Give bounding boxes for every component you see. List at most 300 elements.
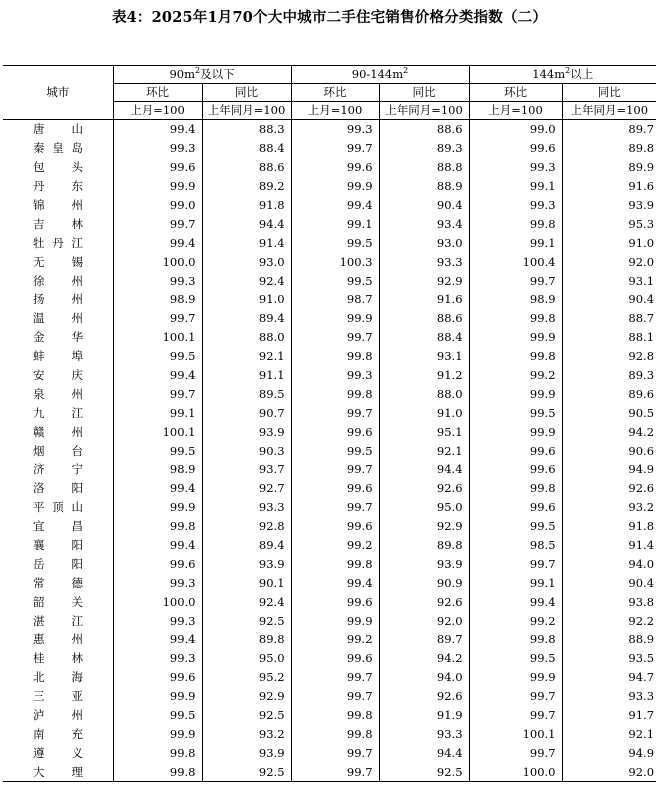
value-cell-large-yoy: 90.6 bbox=[628, 443, 655, 458]
city-cell bbox=[3, 668, 113, 687]
value-cell-small-yoy: 90.7 bbox=[202, 403, 291, 422]
table-row bbox=[3, 649, 656, 668]
value-cell-small-yoy: 89.4 bbox=[202, 309, 291, 328]
city-name: 韶关 bbox=[33, 594, 83, 609]
value-cell-large-yoy: 91.4 bbox=[628, 538, 655, 553]
value-cell-medium-yoy: 92.6 bbox=[379, 592, 469, 611]
value-cell-small-mom: 99.9 bbox=[113, 177, 202, 196]
value-cell-medium-mom: 99.6 bbox=[291, 422, 379, 441]
value-cell-medium-mom: 99.6 bbox=[291, 649, 379, 668]
table-row bbox=[3, 573, 656, 592]
value-cell-large-yoy: 89.3 bbox=[628, 368, 655, 383]
value-cell-medium-yoy: 88.9 bbox=[379, 177, 469, 196]
table-row bbox=[3, 687, 656, 706]
value-cell-medium-mom: 99.5 bbox=[291, 441, 379, 460]
value-cell-small-yoy: 93.9 bbox=[202, 422, 291, 441]
value-cell-small-mom: 99.8 bbox=[113, 762, 202, 781]
value-cell-large-mom: 99.4 bbox=[469, 592, 562, 611]
value-cell-small-yoy: 93.3 bbox=[202, 498, 291, 517]
value-cell-small-yoy: 93.2 bbox=[202, 725, 291, 744]
value-cell-medium-yoy: 88.8 bbox=[379, 158, 469, 177]
value-cell-large-mom: 99.5 bbox=[469, 517, 562, 536]
value-cell-large-yoy: 93.5 bbox=[628, 651, 655, 666]
group-header-small: $90m^2$及以下 bbox=[113, 66, 291, 84]
city-name: 唐山 bbox=[33, 122, 83, 137]
value-cell-large-mom: 99.3 bbox=[469, 196, 562, 215]
value-cell-large-mom: 99.5 bbox=[469, 649, 562, 668]
city-cell bbox=[3, 233, 113, 252]
value-cell-medium-mom: 99.8 bbox=[291, 554, 379, 573]
city-cell bbox=[3, 498, 113, 517]
value-cell-small-mom: 100.0 bbox=[113, 252, 202, 271]
value-cell-medium-yoy: 92.1 bbox=[379, 441, 469, 460]
table-body bbox=[3, 120, 656, 782]
value-cell-medium-mom: 99.3 bbox=[291, 366, 379, 385]
city-cell bbox=[3, 177, 113, 196]
value-cell-medium-mom: 99.7 bbox=[291, 139, 379, 158]
value-cell-large-yoy: 93.3 bbox=[628, 689, 655, 704]
value-cell-small-mom: 99.6 bbox=[113, 554, 202, 573]
value-cell-medium-mom: 99.9 bbox=[291, 309, 379, 328]
value-cell-medium-mom: 99.7 bbox=[291, 498, 379, 517]
value-cell-small-mom: 99.7 bbox=[113, 309, 202, 328]
value-cell-medium-mom: 99.5 bbox=[291, 233, 379, 252]
value-cell-medium-yoy: 93.3 bbox=[379, 252, 469, 271]
city-cell bbox=[3, 403, 113, 422]
value-cell-large-mom: 99.5 bbox=[469, 403, 562, 422]
table-row bbox=[3, 139, 656, 158]
value-cell-medium-mom: 99.6 bbox=[291, 517, 379, 536]
mom-header: 环比 bbox=[469, 84, 562, 102]
city-cell bbox=[3, 384, 113, 403]
city-name: 蚌埠 bbox=[33, 349, 83, 364]
value-cell-large-mom: 99.2 bbox=[469, 611, 562, 630]
value-cell-small-mom: 98.9 bbox=[113, 460, 202, 479]
value-cell-large-yoy: 89.6 bbox=[628, 386, 655, 401]
value-cell-medium-mom: 99.6 bbox=[291, 158, 379, 177]
value-cell-medium-yoy: 93.1 bbox=[379, 347, 469, 366]
value-cell-large-mom: 98.5 bbox=[469, 536, 562, 555]
city-cell bbox=[3, 196, 113, 215]
value-cell-large-mom: 99.3 bbox=[469, 158, 562, 177]
city-name: 泸州 bbox=[33, 708, 83, 723]
city-cell bbox=[3, 366, 113, 385]
value-cell-large-mom: 99.1 bbox=[469, 177, 562, 196]
value-cell-small-mom: 99.4 bbox=[113, 366, 202, 385]
city-name: 南充 bbox=[33, 726, 83, 741]
value-cell-large-yoy: 90.4 bbox=[628, 292, 655, 307]
value-cell-small-mom: 99.3 bbox=[113, 271, 202, 290]
value-cell-small-yoy: 92.8 bbox=[202, 517, 291, 536]
table-row bbox=[3, 403, 656, 422]
value-cell-medium-yoy: 89.8 bbox=[379, 536, 469, 555]
city-cell bbox=[3, 687, 113, 706]
value-cell-medium-yoy: 93.0 bbox=[379, 233, 469, 252]
city-cell bbox=[3, 214, 113, 233]
value-cell-large-mom: 99.7 bbox=[469, 271, 562, 290]
city-name: 岳阳 bbox=[33, 556, 83, 571]
table-row bbox=[3, 328, 656, 347]
table-row bbox=[3, 366, 656, 385]
city-name: 三亚 bbox=[33, 689, 83, 704]
value-cell-medium-mom: 99.9 bbox=[291, 177, 379, 196]
table-row bbox=[3, 554, 656, 573]
value-cell-small-mom: 99.0 bbox=[113, 196, 202, 215]
value-cell-large-yoy: 94.9 bbox=[628, 745, 655, 760]
table-row bbox=[3, 309, 656, 328]
value-cell-medium-mom: 99.8 bbox=[291, 384, 379, 403]
mom-base-header: 上月=100 bbox=[113, 102, 202, 120]
value-cell-small-mom: 99.8 bbox=[113, 743, 202, 762]
value-cell-small-mom: 100.1 bbox=[113, 328, 202, 347]
value-cell-large-yoy: 93.1 bbox=[628, 273, 655, 288]
table-row bbox=[3, 706, 656, 725]
value-cell-large-mom: 99.1 bbox=[469, 573, 562, 592]
city-cell bbox=[3, 479, 113, 498]
value-cell-small-mom: 99.1 bbox=[113, 403, 202, 422]
table-row bbox=[3, 347, 656, 366]
city-name: 平顶山 bbox=[33, 500, 83, 515]
table-row bbox=[3, 252, 656, 271]
table-row bbox=[3, 762, 656, 781]
city-cell bbox=[3, 554, 113, 573]
city-name: 无锡 bbox=[33, 254, 83, 269]
city-cell bbox=[3, 422, 113, 441]
value-cell-medium-yoy: 93.9 bbox=[379, 554, 469, 573]
value-cell-small-yoy: 92.5 bbox=[202, 611, 291, 630]
value-cell-medium-yoy: 90.9 bbox=[379, 573, 469, 592]
mom-base-header: 上月=100 bbox=[469, 102, 562, 120]
value-cell-large-mom: 100.1 bbox=[469, 725, 562, 744]
value-cell-medium-mom: 99.4 bbox=[291, 573, 379, 592]
value-cell-small-yoy: 88.4 bbox=[202, 139, 291, 158]
value-cell-medium-yoy: 95.1 bbox=[379, 422, 469, 441]
value-cell-small-yoy: 92.4 bbox=[202, 271, 291, 290]
yoy-header: 同比 bbox=[379, 84, 469, 102]
value-cell-small-yoy: 89.2 bbox=[202, 177, 291, 196]
value-cell-large-yoy: 92.0 bbox=[562, 762, 656, 781]
city-column-header: 城市 bbox=[3, 66, 113, 120]
value-cell-medium-mom: 99.7 bbox=[291, 687, 379, 706]
table-row bbox=[3, 668, 656, 687]
table-row bbox=[3, 498, 656, 517]
value-cell-large-yoy: 90.4 bbox=[628, 575, 655, 590]
value-cell-medium-mom: 99.7 bbox=[291, 668, 379, 687]
city-cell bbox=[3, 158, 113, 177]
value-cell-small-yoy: 88.3 bbox=[202, 120, 291, 139]
value-cell-large-yoy: 88.7 bbox=[628, 311, 655, 326]
city-name: 洛阳 bbox=[33, 481, 83, 496]
value-cell-large-yoy: 92.8 bbox=[628, 349, 655, 364]
city-name: 烟台 bbox=[33, 443, 83, 458]
city-name: 秦皇岛 bbox=[33, 141, 83, 156]
value-cell-small-mom: 99.3 bbox=[113, 649, 202, 668]
value-cell-medium-mom: 99.8 bbox=[291, 347, 379, 366]
city-cell bbox=[3, 290, 113, 309]
value-cell-small-mom: 99.5 bbox=[113, 706, 202, 725]
city-cell bbox=[3, 328, 113, 347]
value-cell-small-mom: 99.8 bbox=[113, 517, 202, 536]
value-cell-medium-mom: 99.9 bbox=[291, 611, 379, 630]
table-row bbox=[3, 214, 656, 233]
city-name: 惠州 bbox=[33, 632, 83, 647]
value-cell-small-yoy: 92.4 bbox=[202, 592, 291, 611]
value-cell-small-yoy: 89.4 bbox=[202, 536, 291, 555]
city-name: 大理 bbox=[33, 764, 83, 779]
city-name: 金华 bbox=[33, 330, 83, 345]
city-name: 赣州 bbox=[33, 424, 83, 439]
yoy-header: 同比 bbox=[202, 84, 291, 102]
value-cell-medium-yoy: 92.9 bbox=[379, 271, 469, 290]
city-name: 包头 bbox=[33, 160, 83, 175]
value-cell-medium-yoy: 90.4 bbox=[379, 196, 469, 215]
city-name: 遵义 bbox=[33, 745, 83, 760]
value-cell-large-mom: 99.7 bbox=[469, 743, 562, 762]
value-cell-small-yoy: 89.5 bbox=[202, 384, 291, 403]
value-cell-medium-mom: 99.7 bbox=[291, 762, 379, 781]
value-cell-small-yoy: 89.8 bbox=[202, 630, 291, 649]
value-cell-large-yoy: 88.1 bbox=[628, 330, 655, 345]
city-name: 吉林 bbox=[33, 216, 83, 231]
value-cell-large-mom: 99.7 bbox=[469, 706, 562, 725]
value-cell-large-yoy: 94.7 bbox=[628, 670, 655, 685]
value-cell-medium-yoy: 94.4 bbox=[379, 743, 469, 762]
value-cell-medium-yoy: 92.0 bbox=[379, 611, 469, 630]
value-cell-small-yoy: 91.8 bbox=[202, 196, 291, 215]
value-cell-medium-mom: 99.2 bbox=[291, 630, 379, 649]
value-cell-small-yoy: 91.0 bbox=[202, 290, 291, 309]
table-row bbox=[3, 422, 656, 441]
city-name: 牡丹江 bbox=[33, 235, 83, 250]
value-cell-large-mom: 99.8 bbox=[469, 479, 562, 498]
value-cell-medium-mom: 99.4 bbox=[291, 196, 379, 215]
table-row bbox=[3, 177, 656, 196]
value-cell-large-yoy: 89.8 bbox=[628, 141, 655, 156]
value-cell-medium-yoy: 89.3 bbox=[379, 139, 469, 158]
value-cell-medium-mom: 100.3 bbox=[291, 252, 379, 271]
table-row bbox=[3, 630, 656, 649]
value-cell-large-yoy: 91.6 bbox=[628, 179, 655, 194]
value-cell-small-yoy: 95.0 bbox=[202, 649, 291, 668]
table-title: 表4：2025年1月70个大中城市二手住宅销售价格分类指数（二） bbox=[111, 9, 548, 26]
value-cell-large-yoy: 93.9 bbox=[628, 198, 655, 212]
value-cell-large-mom: 99.7 bbox=[469, 687, 562, 706]
value-cell-medium-mom: 99.8 bbox=[291, 706, 379, 725]
value-cell-medium-yoy: 91.2 bbox=[379, 366, 469, 385]
mom-header: 环比 bbox=[113, 84, 202, 102]
value-cell-large-mom: 99.1 bbox=[469, 233, 562, 252]
value-cell-small-yoy: 90.3 bbox=[202, 441, 291, 460]
city-cell bbox=[3, 743, 113, 762]
value-cell-large-mom: 99.8 bbox=[469, 309, 562, 328]
value-cell-small-yoy: 93.9 bbox=[202, 743, 291, 762]
value-cell-small-mom: 99.9 bbox=[113, 725, 202, 744]
yoy-base-header: 上年同月=100 bbox=[379, 102, 469, 120]
value-cell-small-yoy: 92.5 bbox=[202, 762, 291, 781]
value-cell-small-mom: 99.6 bbox=[113, 668, 202, 687]
value-cell-large-yoy: 92.1 bbox=[628, 726, 655, 741]
value-cell-large-mom: 99.6 bbox=[469, 139, 562, 158]
value-cell-large-mom: 99.9 bbox=[469, 668, 562, 687]
value-cell-medium-yoy: 93.3 bbox=[379, 725, 469, 744]
value-cell-large-yoy: 89.7 bbox=[628, 122, 655, 137]
city-cell bbox=[3, 460, 113, 479]
group-header-large: $144m^2$以上 bbox=[469, 66, 656, 84]
value-cell-small-mom: 100.1 bbox=[113, 422, 202, 441]
value-cell-large-yoy: 89.9 bbox=[628, 160, 655, 175]
table-row bbox=[3, 441, 656, 460]
value-cell-medium-yoy: 88.0 bbox=[379, 384, 469, 403]
value-cell-medium-yoy: 93.4 bbox=[379, 214, 469, 233]
value-cell-small-yoy: 95.2 bbox=[202, 668, 291, 687]
value-cell-small-yoy: 88.6 bbox=[202, 158, 291, 177]
yoy-base-header: 上年同月=100 bbox=[562, 102, 656, 120]
city-name: 徐州 bbox=[33, 273, 83, 288]
value-cell-large-yoy: 94.9 bbox=[628, 462, 655, 477]
value-cell-small-yoy: 93.9 bbox=[202, 554, 291, 573]
city-name: 泉州 bbox=[33, 386, 83, 401]
value-cell-large-mom: 100.4 bbox=[469, 252, 562, 271]
value-cell-large-yoy: 91.0 bbox=[628, 235, 655, 250]
table-row bbox=[3, 460, 656, 479]
city-cell bbox=[3, 762, 113, 781]
mom-base-header: 上月=100 bbox=[291, 102, 379, 120]
city-cell bbox=[3, 139, 113, 158]
city-cell bbox=[3, 441, 113, 460]
table-row bbox=[3, 611, 656, 630]
value-cell-medium-yoy: 88.6 bbox=[379, 120, 469, 139]
value-cell-small-yoy: 90.1 bbox=[202, 573, 291, 592]
city-cell bbox=[3, 573, 113, 592]
city-name: 九江 bbox=[33, 405, 83, 420]
value-cell-large-yoy: 91.7 bbox=[628, 708, 655, 723]
city-name: 丹东 bbox=[33, 179, 83, 194]
table-row bbox=[3, 233, 656, 252]
value-cell-medium-mom: 99.2 bbox=[291, 536, 379, 555]
value-cell-large-mom: 99.6 bbox=[469, 441, 562, 460]
city-cell bbox=[3, 517, 113, 536]
yoy-header: 同比 bbox=[562, 84, 656, 102]
value-cell-small-mom: 99.3 bbox=[113, 573, 202, 592]
value-cell-medium-yoy: 95.0 bbox=[379, 498, 469, 517]
city-name: 桂林 bbox=[33, 651, 83, 666]
value-cell-small-yoy: 94.4 bbox=[202, 214, 291, 233]
value-cell-large-mom: 99.0 bbox=[469, 120, 562, 139]
value-cell-medium-yoy: 89.7 bbox=[379, 630, 469, 649]
value-cell-medium-mom: 99.7 bbox=[291, 328, 379, 347]
value-cell-large-yoy: 94.2 bbox=[628, 424, 655, 439]
table-row bbox=[3, 743, 656, 762]
value-cell-medium-mom: 99.7 bbox=[291, 403, 379, 422]
value-cell-small-mom: 99.3 bbox=[113, 611, 202, 630]
city-name: 宜昌 bbox=[33, 519, 83, 534]
value-cell-small-mom: 99.4 bbox=[113, 233, 202, 252]
value-cell-small-mom: 99.7 bbox=[113, 214, 202, 233]
value-cell-small-mom: 99.4 bbox=[113, 479, 202, 498]
value-cell-medium-yoy: 91.0 bbox=[379, 403, 469, 422]
value-cell-small-mom: 99.4 bbox=[113, 536, 202, 555]
value-cell-large-yoy: 92.6 bbox=[628, 481, 655, 496]
city-cell bbox=[3, 649, 113, 668]
value-cell-small-mom: 99.9 bbox=[113, 498, 202, 517]
value-cell-small-yoy: 93.7 bbox=[202, 460, 291, 479]
value-cell-large-mom: 100.0 bbox=[469, 762, 562, 781]
value-cell-medium-mom: 99.7 bbox=[291, 460, 379, 479]
table-row bbox=[3, 536, 656, 555]
price-index-table bbox=[3, 65, 656, 782]
value-cell-small-yoy: 92.1 bbox=[202, 347, 291, 366]
city-cell bbox=[3, 630, 113, 649]
value-cell-large-mom: 99.2 bbox=[469, 366, 562, 385]
value-cell-small-yoy: 93.0 bbox=[202, 252, 291, 271]
group-header-medium: $90-144m^2$ bbox=[291, 66, 469, 84]
value-cell-medium-mom: 98.7 bbox=[291, 290, 379, 309]
city-cell bbox=[3, 592, 113, 611]
table-row bbox=[3, 196, 656, 215]
value-cell-large-yoy: 90.5 bbox=[628, 405, 655, 420]
value-cell-small-yoy: 91.4 bbox=[202, 233, 291, 252]
table-header bbox=[3, 66, 656, 120]
value-cell-large-yoy: 92.2 bbox=[628, 613, 655, 628]
value-cell-medium-yoy: 92.6 bbox=[379, 687, 469, 706]
value-cell-large-mom: 98.9 bbox=[469, 290, 562, 309]
value-cell-medium-yoy: 94.2 bbox=[379, 649, 469, 668]
value-cell-medium-yoy: 88.4 bbox=[379, 328, 469, 347]
value-cell-small-yoy: 88.0 bbox=[202, 328, 291, 347]
value-cell-small-mom: 99.4 bbox=[113, 120, 202, 139]
value-cell-large-mom: 99.6 bbox=[469, 498, 562, 517]
table-row bbox=[3, 290, 656, 309]
city-name: 扬州 bbox=[33, 292, 83, 307]
value-cell-small-yoy: 92.5 bbox=[202, 706, 291, 725]
value-cell-medium-mom: 99.6 bbox=[291, 479, 379, 498]
table-row bbox=[3, 158, 656, 177]
value-cell-medium-yoy: 88.6 bbox=[379, 309, 469, 328]
city-name: 湛江 bbox=[33, 613, 83, 628]
city-cell bbox=[3, 120, 113, 139]
value-cell-medium-mom: 99.1 bbox=[291, 214, 379, 233]
city-name: 常德 bbox=[33, 575, 83, 590]
value-cell-large-mom: 99.7 bbox=[469, 554, 562, 573]
city-name: 锦州 bbox=[33, 198, 83, 212]
value-cell-large-yoy: 92.0 bbox=[628, 254, 655, 269]
value-cell-medium-yoy: 92.9 bbox=[379, 517, 469, 536]
value-cell-medium-mom: 99.8 bbox=[291, 725, 379, 744]
value-cell-small-mom: 99.5 bbox=[113, 441, 202, 460]
value-cell-small-mom: 99.4 bbox=[113, 630, 202, 649]
city-cell bbox=[3, 347, 113, 366]
value-cell-large-mom: 99.9 bbox=[469, 328, 562, 347]
value-cell-small-mom: 99.9 bbox=[113, 687, 202, 706]
value-cell-small-yoy: 92.7 bbox=[202, 479, 291, 498]
city-cell bbox=[3, 536, 113, 555]
value-cell-large-yoy: 93.2 bbox=[628, 500, 655, 515]
table-row bbox=[3, 384, 656, 403]
value-cell-medium-yoy: 92.5 bbox=[379, 762, 469, 781]
value-cell-large-yoy: 94.0 bbox=[628, 556, 655, 571]
value-cell-small-yoy: 91.1 bbox=[202, 366, 291, 385]
value-cell-large-mom: 99.9 bbox=[469, 422, 562, 441]
value-cell-small-mom: 98.9 bbox=[113, 290, 202, 309]
city-name: 济宁 bbox=[33, 462, 83, 477]
mom-header: 环比 bbox=[291, 84, 379, 102]
city-name: 北海 bbox=[33, 670, 83, 685]
value-cell-medium-yoy: 94.4 bbox=[379, 460, 469, 479]
value-cell-large-yoy: 95.3 bbox=[628, 216, 655, 231]
value-cell-small-yoy: 92.9 bbox=[202, 687, 291, 706]
table-row bbox=[3, 725, 656, 744]
value-cell-large-mom: 99.8 bbox=[469, 630, 562, 649]
